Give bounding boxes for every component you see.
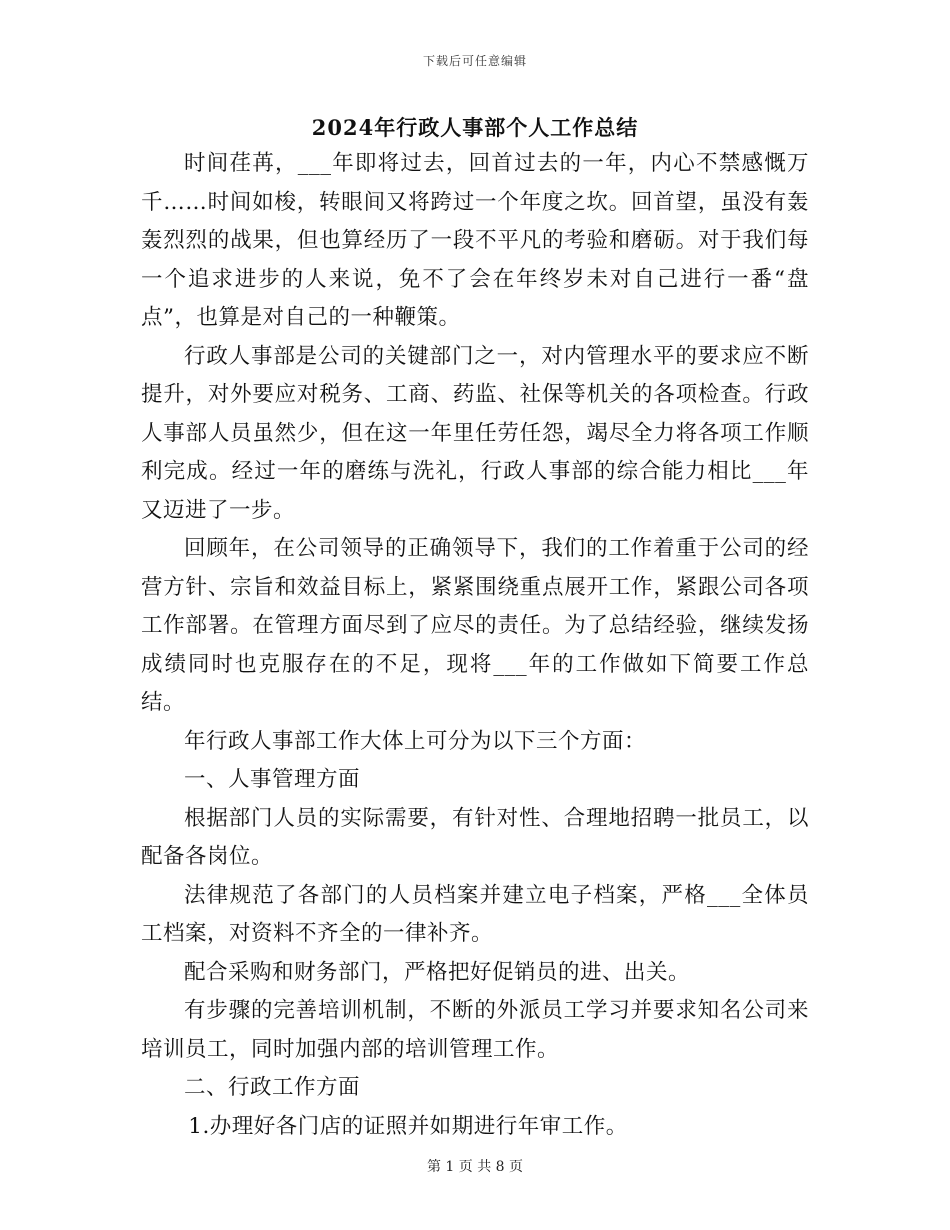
paragraph: 行政人事部是公司的关键部门之一，对内管理水平的要求应不断提升，对外要应对税务、工商、药监、社保等机关的各项检查。行政人事部人员虽然少，但在这一年里任劳任怨，竭尽全力将各项工作顺利完成。经过一年的磨练与洗礼，行政人事部的综合能力相比___年又迈进了一步。 bbox=[141, 343, 809, 523]
section-heading: 二、行政工作方面 bbox=[184, 1075, 361, 1100]
document-body bbox=[141, 145, 809, 1146]
paragraph: 年行政人事部工作大体上可分为以下三个方面： bbox=[184, 728, 647, 754]
page-footer: 第 1 页 共 8 页 bbox=[426, 1159, 524, 1175]
paragraph: 回顾年，在公司领导的正确领导下，我们的工作着重于公司的经营方针、宗旨和效益目标上，紧紧围绕重点展开工作，紧跟公司各项工作部署。在管理方面尽到了应尽的责任。为了总结经验，继续发扬成绩同时也克服存在的不足，现将___年的工作做如下简要工作总结。 bbox=[141, 536, 809, 715]
numbered-item: 1.办理好各门店的证照并如期进行年审工作。 bbox=[188, 1113, 628, 1139]
paragraph: 时间荏苒，___年即将过去，回首过去的一年，内心不禁感慨万千……时间如梭，转眼间又将跨过一个年度之坎。回首望，虽没有轰轰烈烈的战果，但也算经历了一段不平凡的考验和磨砺。对于我们每一个追求进步的人来说，免不了会在年终岁未对自己进行一番“盘点”，也算是对自己的一种鞭策。 bbox=[141, 151, 809, 330]
header-note: 下载后可任意编辑 bbox=[422, 54, 527, 68]
document-title: 2024年行政人事部个人工作总结 bbox=[311, 115, 639, 140]
paragraph: 法律规范了各部门的人员档案并建立电子档案，严格___全体员工档案，对资料不齐全的一律补齐。 bbox=[141, 882, 809, 946]
paragraph: 配合采购和财务部门，严格把好促销员的进、出关。 bbox=[184, 959, 691, 985]
paragraph: 有步骤的完善培训机制，不断的外派员工学习并要求知名公司来培训员工，同时加强内部的培训管理工作。 bbox=[141, 998, 809, 1062]
section-heading: 一、人事管理方面 bbox=[184, 767, 361, 792]
paragraph: 根据部门人员的实际需要，有针对性、合理地招聘一批员工，以配备各岗位。 bbox=[141, 805, 809, 869]
